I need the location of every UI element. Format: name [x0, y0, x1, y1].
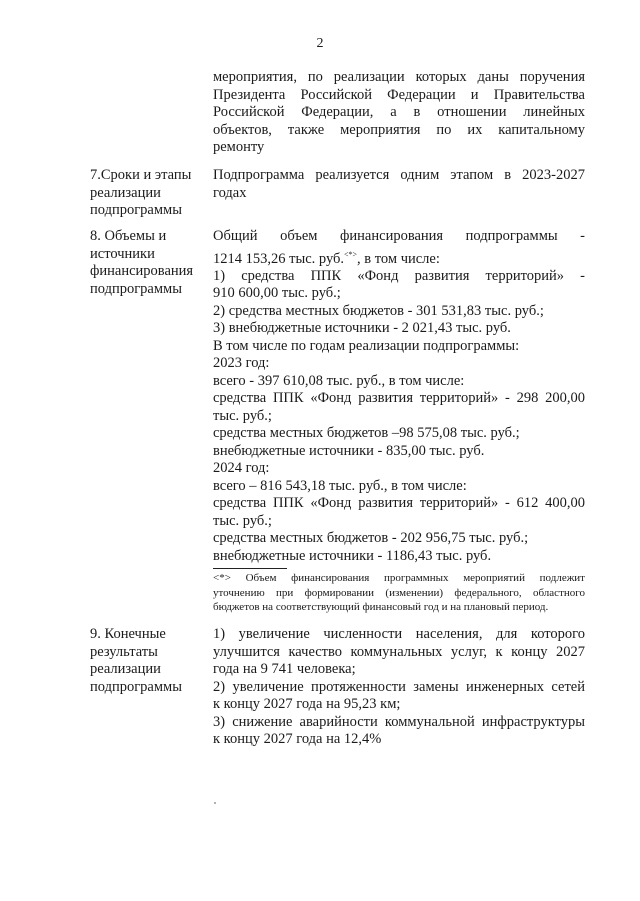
- text-line: 910 600,00 тыс. руб.;: [213, 285, 341, 302]
- footnote-line: бюджетов на соответствующий финансовый год и на плановый период.: [213, 601, 549, 613]
- text-line: 2024 год:: [213, 460, 270, 477]
- text-line: внебюджетные источники - 1186,43 тыс. руб.: [213, 547, 492, 564]
- section-8-label: [90, 228, 208, 298]
- text-line: 2) увеличение протяженности замены инженерных сетей: [213, 678, 585, 695]
- section-9-text: [213, 626, 585, 749]
- text-line: 2023 год:: [213, 355, 270, 372]
- text-line: объектов, также мероприятия по их капитальному: [213, 121, 585, 138]
- label-line: реализации: [90, 184, 161, 201]
- total-suffix: , в том числе:: [357, 250, 440, 267]
- section-7-text: [213, 167, 585, 202]
- footnote-line: уточнению при формировании (изменении) федерального, областного: [213, 586, 585, 599]
- text-line: средства местных бюджетов - 202 956,75 тыс. руб.;: [213, 530, 529, 547]
- page-number: 2: [316, 36, 324, 51]
- footnote: [213, 571, 585, 615]
- continuation-text: [213, 69, 585, 157]
- text-line: года на 9 741 человека;: [213, 661, 356, 677]
- text-line: внебюджетные источники - 835,00 тыс. руб.: [213, 442, 485, 459]
- text-line: [213, 246, 585, 268]
- section-8-text: [213, 228, 585, 565]
- text-line: Общий объем финансирования подпрограммы -: [213, 228, 585, 244]
- label-line: результаты: [90, 643, 158, 660]
- label-line: источники: [90, 245, 155, 262]
- text-line: улучшится качество коммунальных услуг, к концу 2027: [213, 643, 585, 660]
- label-line: 9. Конечные: [90, 626, 166, 642]
- text-line: ремонту: [213, 139, 265, 155]
- text-line: тыс. руб.;: [213, 407, 272, 424]
- label-line: подпрограммы: [90, 678, 182, 695]
- label-line: финансирования: [90, 263, 194, 279]
- label-line: 8. Объемы и: [90, 228, 167, 244]
- text-line: всего - 397 610,08 тыс. руб., в том числе:: [213, 372, 465, 389]
- text-line: Российской Федерации, а в отношении линейных: [213, 104, 585, 120]
- text-line: мероприятия, по реализации которых даны поручения: [213, 69, 585, 85]
- text-line: 2) средства местных бюджетов - 301 531,83 тыс. руб.;: [213, 302, 544, 319]
- label-line: реализации: [90, 661, 161, 677]
- footnote-mark: <*>: [344, 249, 358, 259]
- label-line: подпрограммы: [90, 280, 182, 297]
- section-9-label: [90, 626, 208, 696]
- footnote-line: <*> Объем финансирования программных мероприятий подлежит: [213, 572, 585, 584]
- footnote-divider: [213, 568, 287, 569]
- text-line: к концу 2027 года на 95,23 км;: [213, 696, 401, 712]
- text-line: Подпрограмма реализуется одним этапом в 2023-2027: [213, 167, 585, 183]
- label-line: подпрограммы: [90, 202, 182, 218]
- text-line: годах: [213, 184, 247, 201]
- scan-speck: [214, 802, 216, 804]
- text-line: В том числе по годам реализации подпрограммы:: [213, 337, 520, 354]
- text-line: 1) средства ППК «Фонд развития территорий» -: [213, 267, 585, 284]
- text-line: 1) увеличение численности населения, для которого: [213, 626, 585, 642]
- text-line: Президента Российской Федерации и Правительства: [213, 86, 585, 103]
- text-line: 3) внебюджетные источники - 2 021,43 тыс. руб.: [213, 320, 511, 337]
- section-7-label: [90, 167, 208, 220]
- label-line: 7.Сроки и этапы: [90, 167, 192, 183]
- text-line: средства ППК «Фонд развития территорий» - 612 400,00: [213, 495, 585, 512]
- total-amount: 1214 153,26 тыс. руб.: [213, 250, 345, 267]
- text-line: средства местных бюджетов –98 575,08 тыс. руб.;: [213, 425, 520, 442]
- text-line: средства ППК «Фонд развития территорий» - 298 200,00: [213, 390, 585, 407]
- text-line: к концу 2027 года на 12,4%: [213, 731, 382, 747]
- text-line: 3) снижение аварийности коммунальной инфраструктуры: [213, 713, 585, 730]
- text-line: тыс. руб.;: [213, 512, 272, 529]
- text-line: всего – 816 543,18 тыс. руб., в том числе:: [213, 477, 467, 494]
